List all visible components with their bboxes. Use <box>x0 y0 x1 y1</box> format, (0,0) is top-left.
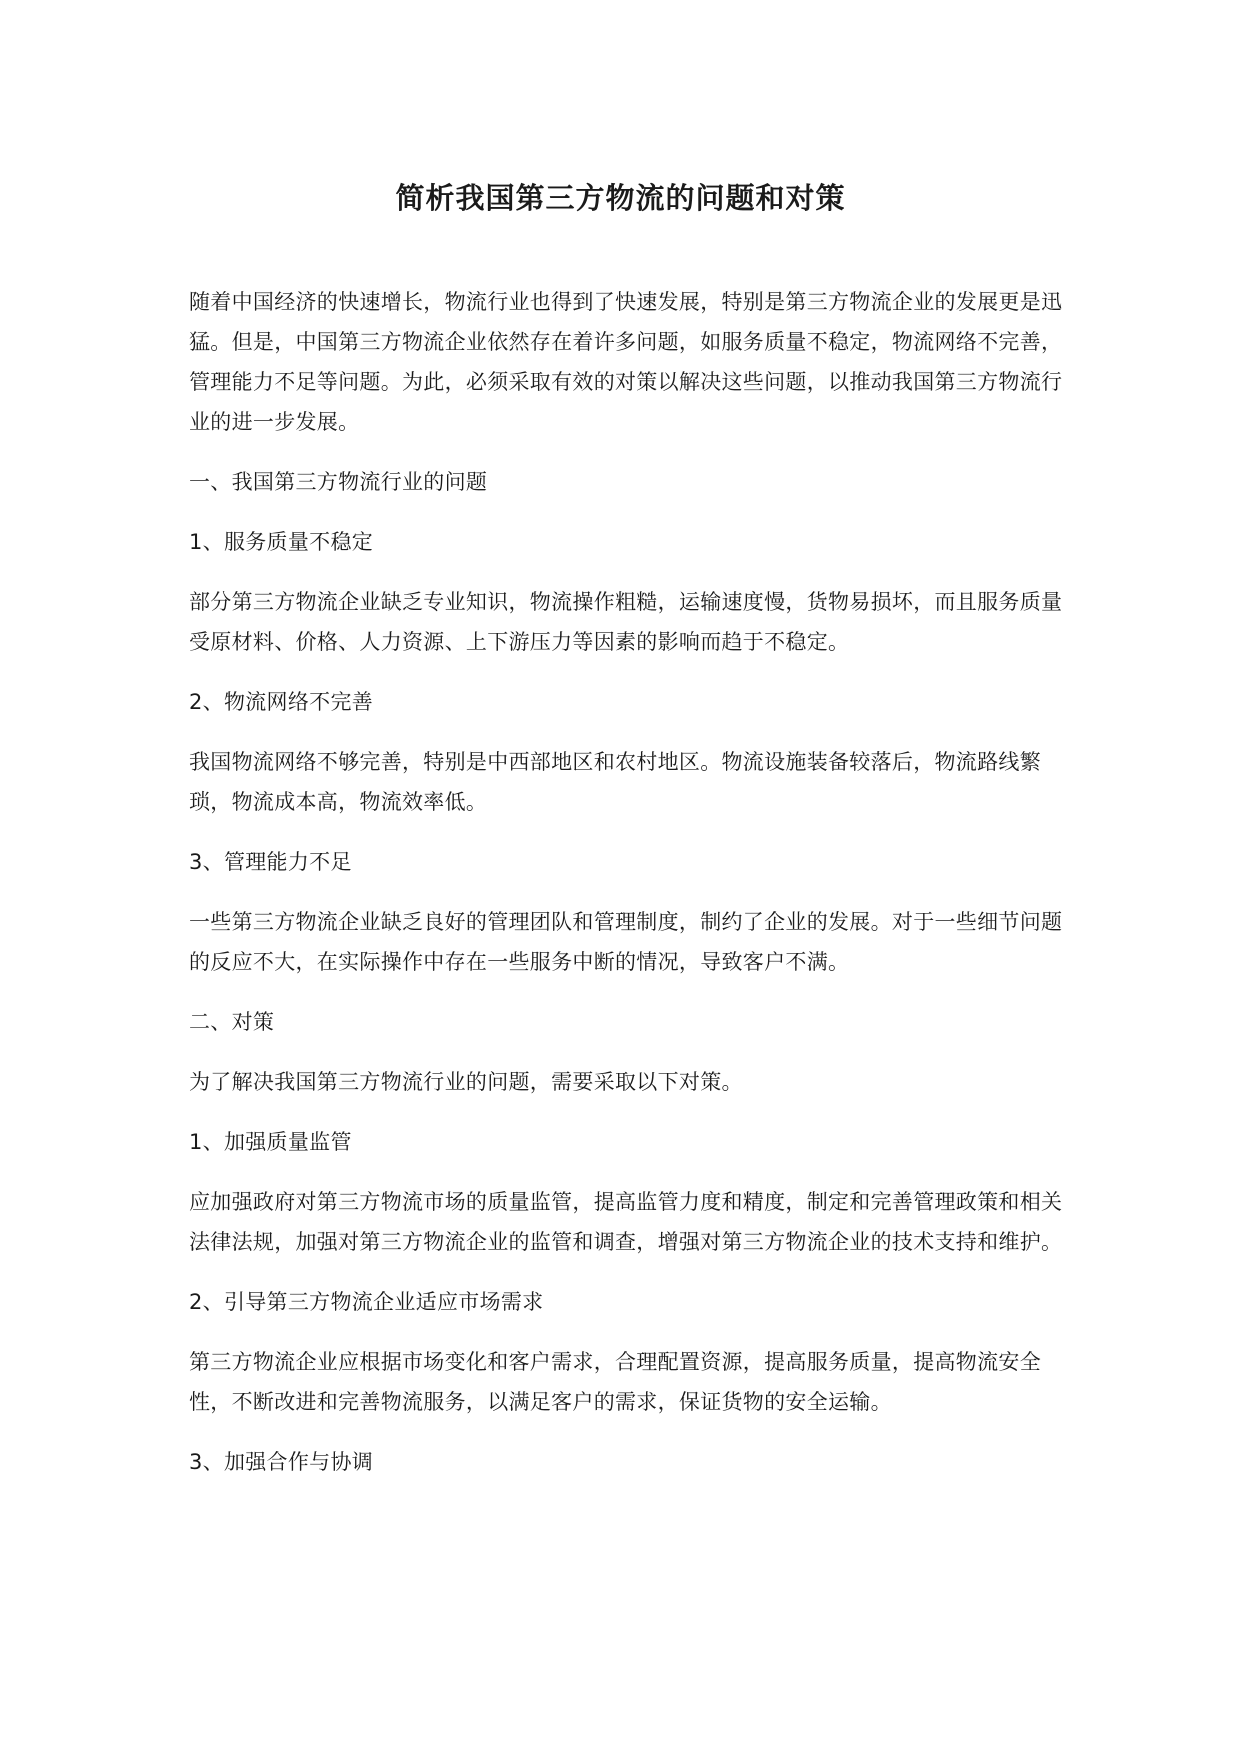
paragraph-countermeasures-intro: 为了解决我国第三方物流行业的问题，需要采取以下对策。 <box>189 1070 743 1094</box>
subheading-management: 3、管理能力不足 <box>189 850 352 874</box>
document-title: 简析我国第三方物流的问题和对策 <box>395 181 846 215</box>
subheading-market-demand: 2、引导第三方物流企业适应市场需求 <box>189 1290 544 1314</box>
subheading-service-quality: 1、服务质量不稳定 <box>189 530 374 554</box>
subheading-cooperation: 3、加强合作与协调 <box>189 1450 374 1474</box>
subheading-network: 2、物流网络不完善 <box>189 690 374 714</box>
subheading-quality-supervision: 1、加强质量监管 <box>189 1130 352 1154</box>
paragraph-quality-supervision: 应加强政府对第三方物流市场的质量监管，提高监管力度和精度，制定和完善管理政策和相关法律法规，加强对第三方物流企业的监管和调查，增强对第三方物流企业的技术支持和维护。 <box>189 1190 1063 1254</box>
paragraph-market-demand: 第三方物流企业应根据市场变化和客户需求，合理配置资源，提高服务质量，提高物流安全性，不断改进和完善物流服务，以满足客户的需求，保证货物的安全运输。 <box>189 1350 1041 1414</box>
section-heading-problems: 一、我国第三方物流行业的问题 <box>189 470 488 494</box>
document-body <box>189 282 1079 1502</box>
paragraph-network: 我国物流网络不够完善，特别是中西部地区和农村地区。物流设施装备较落后，物流路线繁琐，物流成本高，物流效率低。 <box>189 750 1041 814</box>
section-heading-countermeasures: 二、对策 <box>189 1010 275 1034</box>
intro-paragraph: 随着中国经济的快速增长，物流行业也得到了快速发展，特别是第三方物流企业的发展更是迅猛。但是，中国第三方物流企业依然存在着许多问题，如服务质量不稳定，物流网络不完善，管理能力不足等问题。为此，必须采取有效的对策以解决这些问题，以推动我国第三方物流行业的进一步发展。 <box>189 290 1063 434</box>
paragraph-management: 一些第三方物流企业缺乏良好的管理团队和管理制度，制约了企业的发展。对于一些细节问题的反应不大，在实际操作中存在一些服务中断的情况，导致客户不满。 <box>189 910 1063 974</box>
paragraph-service-quality: 部分第三方物流企业缺乏专业知识，物流操作粗糙，运输速度慢，货物易损坏，而且服务质量受原材料、价格、人力资源、上下游压力等因素的影响而趋于不稳定。 <box>189 590 1063 654</box>
